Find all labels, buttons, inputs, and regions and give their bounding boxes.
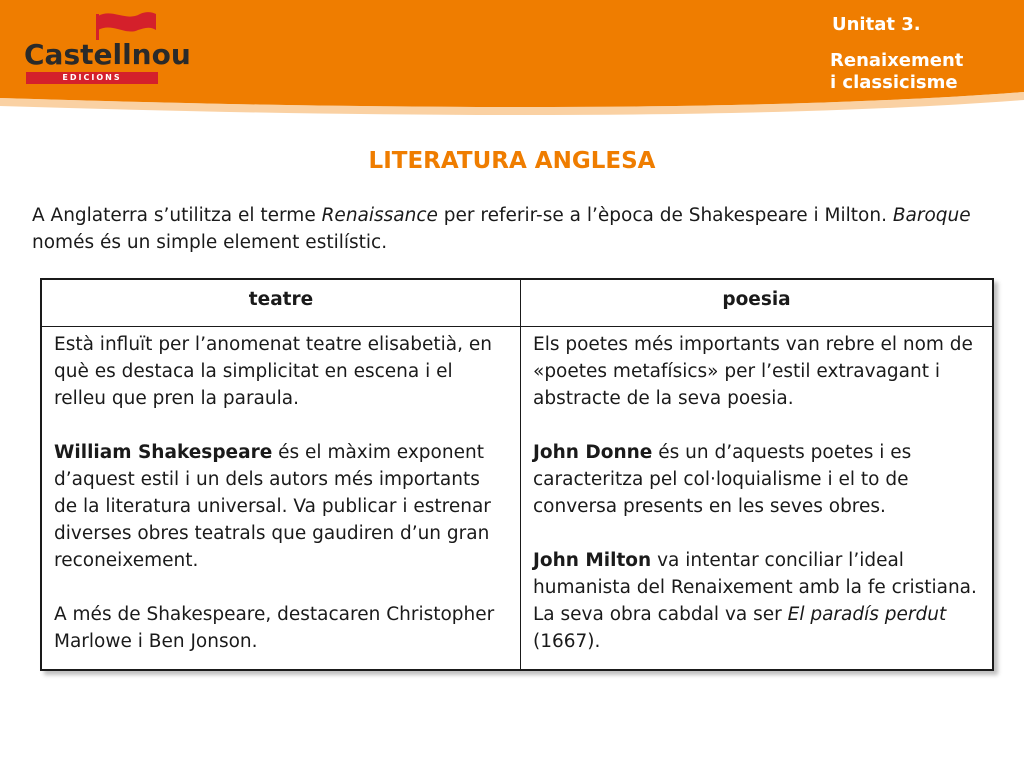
teatre-paragraph-2 xyxy=(54,439,508,574)
poesia-paragraph-2-text: és un d’aquests poetes i es caracteritza pel col·loquialisme i el to de conversa presents en les seves obres. xyxy=(533,442,912,517)
logo-subtitle: EDICIONS xyxy=(26,72,158,84)
intro-text-1: A Anglaterra s’utilitza el terme xyxy=(32,205,322,226)
teatre-paragraph-3: A més de Shakespeare, destacaren Christopher Marlowe i Ben Jonson. xyxy=(54,604,495,652)
intro-text-3: només és un simple element estilístic. xyxy=(32,232,388,253)
table-row xyxy=(41,327,993,671)
poesia-cell xyxy=(521,327,994,671)
work-title-paradis-perdut: El paradís perdut xyxy=(787,604,947,625)
unit-title: Unitat 3. xyxy=(832,14,921,35)
column-header-teatre: teatre xyxy=(41,279,521,327)
castellnou-logo xyxy=(22,8,191,82)
logo-wordmark: Castellnou xyxy=(24,38,191,71)
intro-paragraph xyxy=(32,202,1002,256)
unit-subtitle-line2: i classicisme xyxy=(830,72,958,93)
author-milton: John Milton xyxy=(533,550,652,571)
column-header-poesia: poesia xyxy=(521,279,994,327)
unit-subtitle xyxy=(830,50,1020,94)
poesia-paragraph-2 xyxy=(533,439,980,520)
table-header-row xyxy=(41,279,993,327)
author-shakespeare: William Shakespeare xyxy=(54,442,273,463)
unit-subtitle-line1: Renaixement xyxy=(830,50,964,71)
poesia-paragraph-1: Els poetes més importants van rebre el nom de «poetes metafísics» per l’estil extravagant i abstracte de la seva poesia. xyxy=(533,334,973,409)
teatre-paragraph-2-text: és el màxim exponent d’aquest estil i un dels autors més importants de la literatura universal. Va publicar i estrenar diverses obres teatrals que gaudiren d’un gran reconeixement. xyxy=(54,442,491,571)
teatre-paragraph-1: Està influït per l’anomenat teatre elisabetià, en què es destaca la simplicitat en escena i el relleu que pren la paraula. xyxy=(54,334,492,409)
literature-table xyxy=(40,278,994,671)
page-title: LITERATURA ANGLESA xyxy=(368,148,656,174)
author-donne: John Donne xyxy=(533,442,653,463)
poesia-paragraph-3-text-1: va intentar conciliar l’ideal humanista del Renaixement amb la fe cristiana. La seva obra cabdal va ser xyxy=(533,550,977,625)
intro-term-renaissance: Renaissance xyxy=(321,205,438,226)
poesia-paragraph-3-text-2: (1667). xyxy=(533,631,601,652)
teatre-cell xyxy=(41,327,521,671)
flag-icon xyxy=(92,8,162,42)
intro-term-baroque: Baroque xyxy=(892,205,971,226)
poesia-paragraph-3 xyxy=(533,547,980,655)
intro-text-2: per referir-se a l’època de Shakespeare i Milton. xyxy=(437,205,893,226)
